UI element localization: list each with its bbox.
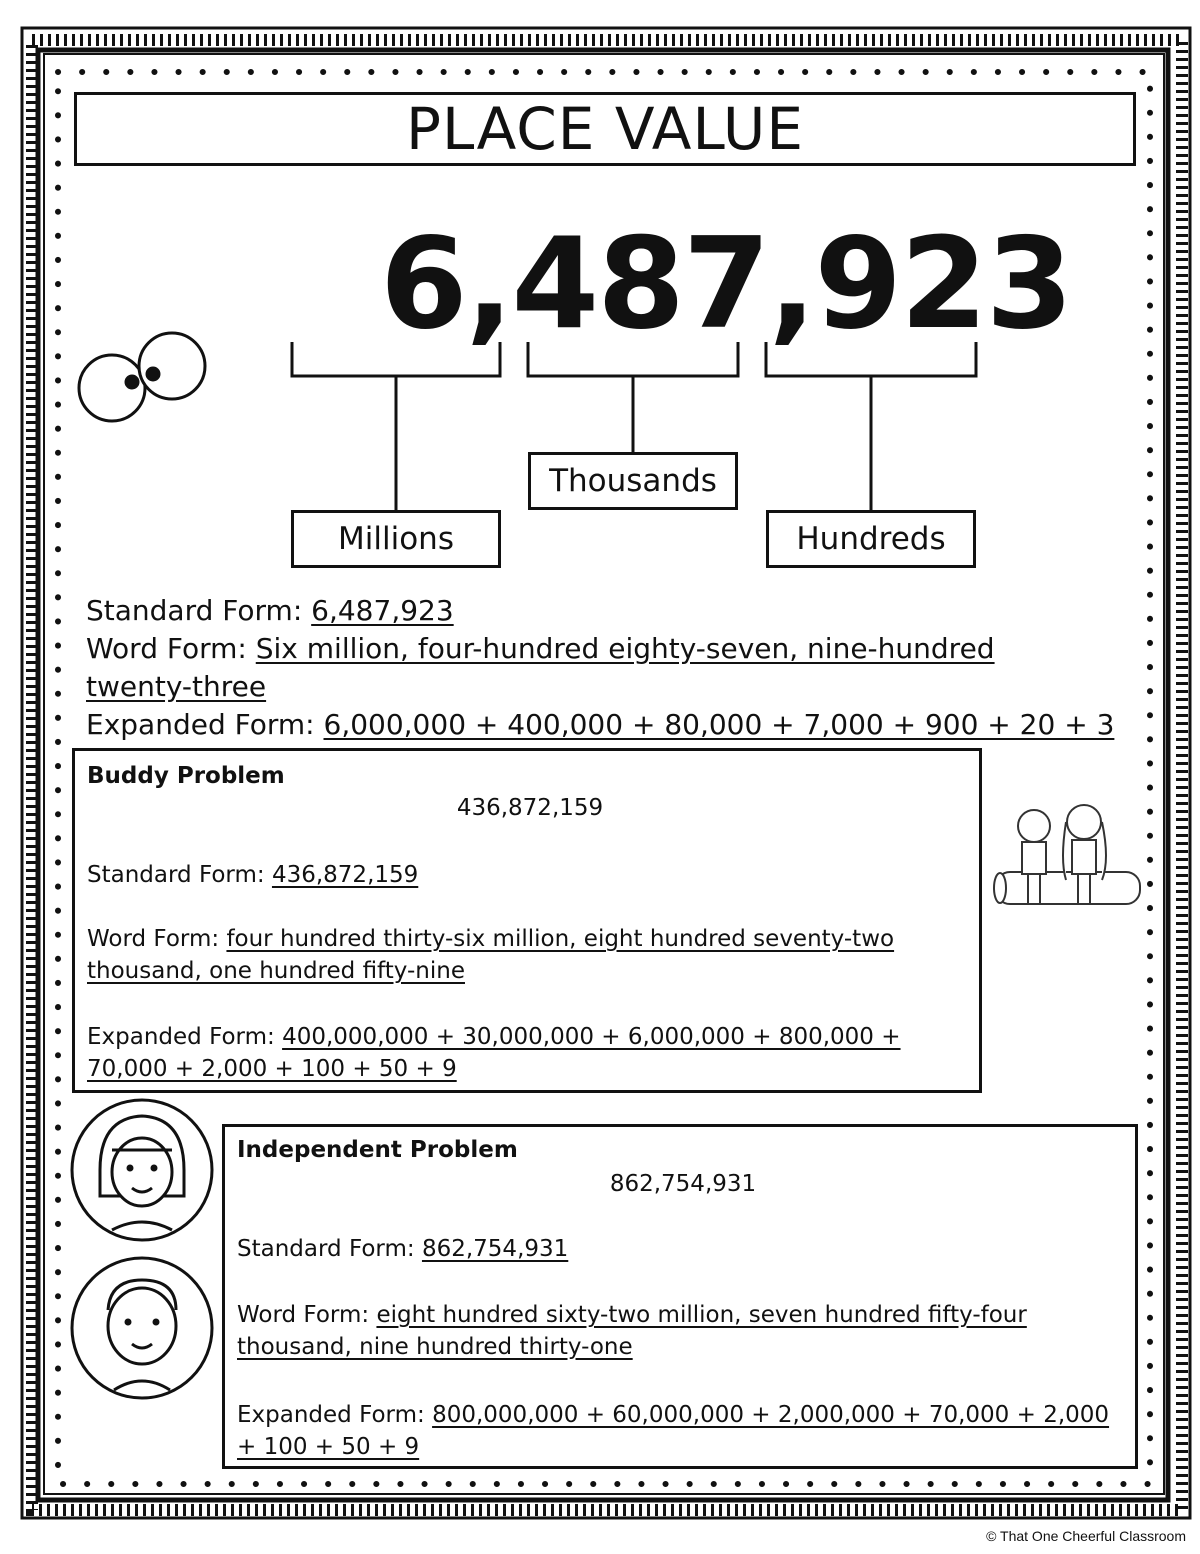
buddy-standard-form	[87, 859, 967, 891]
example-expanded-form	[86, 706, 1126, 744]
independent-standard-form	[237, 1233, 1117, 1265]
word-form-label: Word Form:	[86, 632, 247, 665]
independent-problem-title: Independent Problem	[237, 1137, 518, 1163]
hundreds-label: Hundreds	[766, 510, 976, 568]
example-standard-form	[86, 592, 1086, 630]
thousands-label: Thousands	[528, 452, 738, 510]
page-title: PLACE VALUE	[74, 92, 1136, 166]
standard-form-label: Standard Form:	[87, 862, 265, 888]
standard-form-value: 862,754,931	[421, 1236, 569, 1262]
buddy-problem-box	[72, 748, 982, 1093]
expanded-form-label: Expanded Form:	[237, 1402, 425, 1428]
millions-label: Millions	[291, 510, 501, 568]
buddy-expanded-form	[87, 1021, 967, 1085]
buddy-problem-number: 436,872,159	[456, 795, 604, 821]
standard-form-label: Standard Form:	[237, 1236, 415, 1262]
girl-avatar-icon	[72, 1100, 212, 1240]
expanded-form-value: 6,000,000 + 400,000 + 80,000 + 7,000 + 900 + 20 + 3	[323, 708, 1115, 741]
independent-word-form	[237, 1299, 1067, 1363]
example-word-form	[86, 630, 1076, 706]
expanded-form-value: 800,000,000 + 60,000,000 + 2,000,000 + 70,000 + 2,000 + 100 + 50 + 9	[237, 1402, 1110, 1460]
word-form-value: eight hundred sixty-two million, seven hundred fifty-four thousand, nine hundred thirty-one	[237, 1302, 1027, 1360]
word-form-value: four hundred thirty-six million, eight hundred seventy-two thousand, one hundred fifty-nine	[87, 926, 895, 984]
independent-problem-number: 862,754,931	[609, 1171, 757, 1197]
standard-form-value: 436,872,159	[271, 862, 419, 888]
expanded-form-label: Expanded Form:	[87, 1024, 275, 1050]
standard-form-value: 6,487,923	[311, 594, 454, 627]
boy-avatar-icon	[72, 1258, 212, 1398]
copyright-text: © That One Cheerful Classroom	[986, 1528, 1186, 1544]
expanded-form-label: Expanded Form:	[86, 708, 315, 741]
buddy-problem-title: Buddy Problem	[87, 763, 285, 789]
word-form-label: Word Form:	[87, 926, 220, 952]
word-form-value: Six million, four-hundred eighty-seven, nine-hundred twenty-three	[86, 632, 995, 703]
standard-form-label: Standard Form:	[86, 594, 303, 627]
main-number: 6,487,923	[380, 210, 1072, 357]
independent-problem-box	[222, 1124, 1138, 1469]
expanded-form-value: 400,000,000 + 30,000,000 + 6,000,000 + 800,000 + 70,000 + 2,000 + 100 + 50 + 9	[87, 1024, 901, 1082]
independent-expanded-form	[237, 1399, 1127, 1463]
buddy-word-form	[87, 923, 947, 987]
word-form-label: Word Form:	[237, 1302, 370, 1328]
